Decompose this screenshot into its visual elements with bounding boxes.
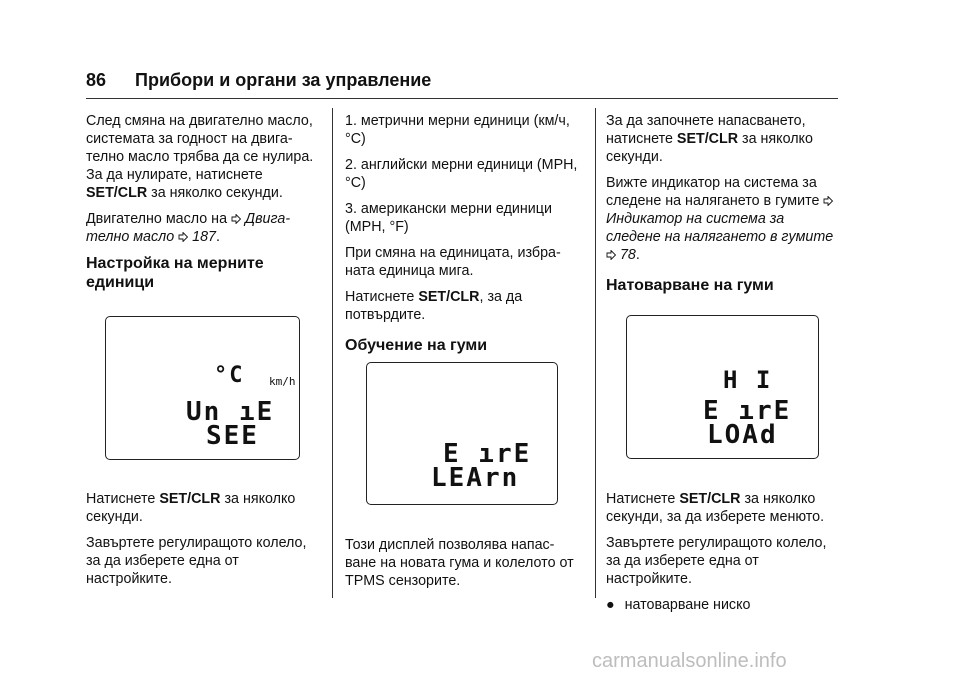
oil-ref-link[interactable]: Двига-телно масло — [86, 211, 291, 245]
units-blink-paragraph: При смяна на единицата, избра-ната единица мига. — [345, 245, 561, 279]
lcd-unit-word: Un ıE — [186, 397, 275, 427]
page-header — [86, 70, 431, 91]
units-confirm-paragraph: Натиснете SET/CLR, за да потвърдите. — [345, 289, 523, 323]
arrow-ref-icon — [178, 232, 188, 242]
tire-learn-heading: Обучение на гуми — [345, 337, 488, 354]
page-title: Прибори и органи за управление — [135, 70, 432, 90]
units-turn-paragraph: Завъртете регулиращото колело, за да изберете една от настройките. — [86, 535, 307, 587]
tire-learn-paragraph: Този дисплей позволява напас-ване на новата гума и колелото от TPMS сензорите. — [345, 537, 574, 589]
tire-load-heading: Натоварване на гуми — [606, 277, 774, 294]
tpms-reference: Вижте индикатор на система за следене на налягането в гумите Индикатор на система за следене на налягането в гумите 78. — [606, 175, 834, 263]
tire-load-lcd-display — [626, 315, 819, 459]
tire-learn-lcd-display — [366, 362, 558, 505]
column-1 — [86, 112, 322, 300]
set-clr-label: SET/CLR — [418, 289, 480, 305]
column-1-bottom — [86, 490, 322, 596]
load-turn-paragraph: Завъртете регулиращото колело, за да изберете една от настройките. — [606, 535, 827, 587]
learn-start-paragraph: За да започнете напасването, натиснете SET/CLR за няколко секунди. — [606, 113, 813, 165]
lcd-set-word: SEE — [206, 421, 259, 451]
arrow-ref-icon — [231, 214, 241, 224]
column-divider-2 — [595, 108, 596, 598]
oil-reference: Двигателно масло на Двига-телно масло 187. — [86, 211, 291, 245]
oil-ref-page[interactable]: 187 — [192, 229, 216, 245]
lcd-load-word: LOAd — [707, 420, 778, 450]
bullet-icon: ● — [606, 597, 615, 613]
oil-reset-paragraph: След смяна на двигателно масло, системата за годност на двига-телно масло трябва да се нулира. За да нулирате, натиснете SET/CLR за няколко секунди. — [86, 113, 314, 201]
tpms-ref-page[interactable]: 78 — [619, 247, 636, 263]
set-clr-label: SET/CLR — [159, 491, 221, 507]
units-option-2: 2. английски мерни единици (MPH, °C) — [345, 157, 578, 191]
column-3 — [606, 112, 840, 303]
load-bullet-item: ● натоварване ниско — [606, 597, 751, 613]
lcd-temperature-unit: °C — [214, 363, 245, 388]
set-clr-label: SET/CLR — [86, 185, 148, 201]
lcd-hi-word: H I — [723, 366, 773, 394]
load-menu-paragraph: Натиснете SET/CLR за няколко секунди, за да изберете менюто. — [606, 491, 825, 525]
column-divider-1 — [332, 108, 333, 598]
units-lcd-display — [105, 316, 300, 460]
units-heading: Настройка на мерните единици — [86, 255, 264, 291]
units-option-3: 3. американски мерни единици (MPH, °F) — [345, 201, 552, 235]
column-3-bottom — [606, 490, 840, 622]
watermark: carmanualsonline.info — [592, 650, 787, 672]
arrow-ref-icon — [606, 250, 616, 260]
column-2-bottom — [345, 536, 585, 598]
header-rule — [86, 98, 838, 99]
page-number: 86 — [86, 70, 107, 90]
units-set-paragraph: Натиснете SET/CLR за няколко секунди. — [86, 491, 296, 525]
lcd-speed-unit: km/h — [269, 375, 296, 388]
units-option-1: 1. метрични мерни единици (км/ч, °C) — [345, 113, 570, 147]
lcd-tire-word: E ırE — [703, 396, 792, 426]
set-clr-label: SET/CLR — [676, 131, 739, 147]
tpms-ref-link[interactable]: Индикатор на система за следене на налягането в гумите — [606, 211, 834, 245]
column-2 — [345, 112, 585, 363]
lcd-tire-word: E ırE — [443, 439, 532, 469]
arrow-ref-icon — [823, 196, 833, 206]
set-clr-label: SET/CLR — [679, 491, 741, 507]
lcd-learn-word: LEArn — [431, 463, 520, 493]
